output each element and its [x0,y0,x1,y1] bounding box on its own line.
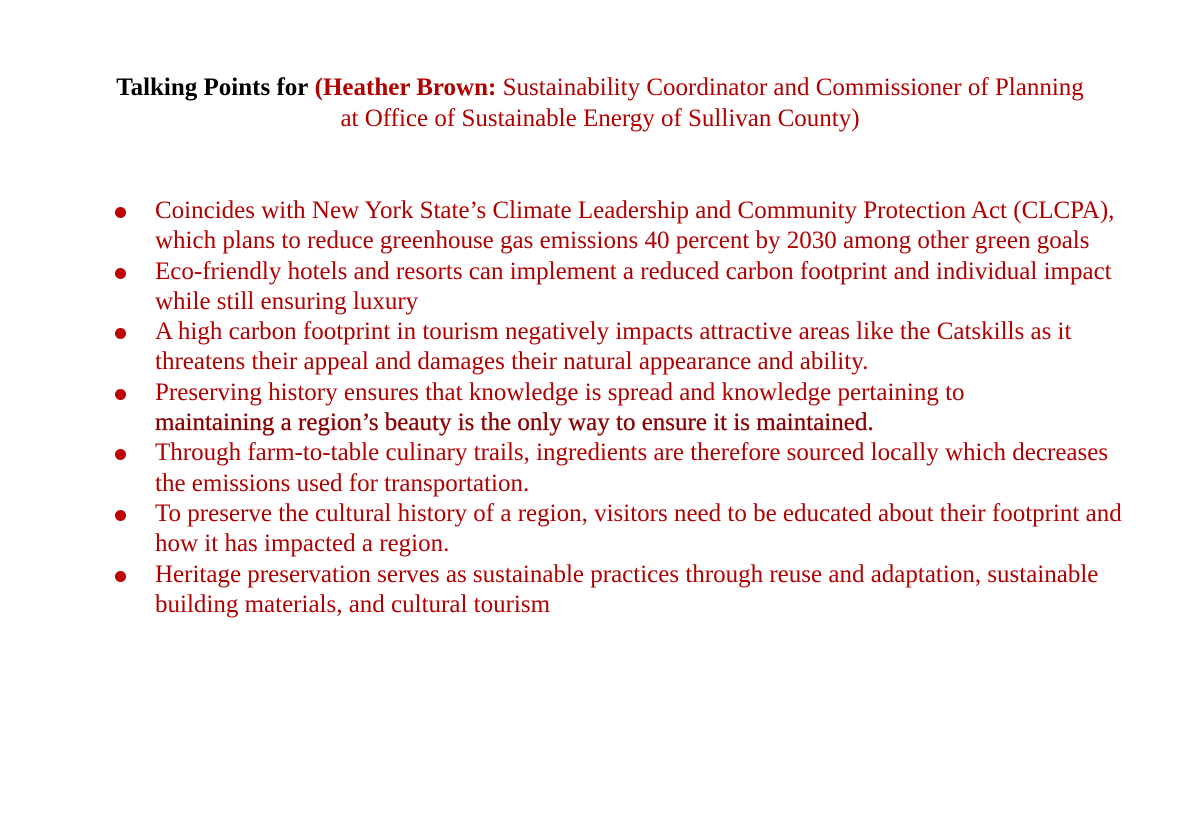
title-prefix: Talking Points for [116,74,309,101]
bullet-icon [115,571,126,582]
list-item-text: Eco-friendly hotels and resorts can implement a reduced carbon footprint and individual impact while still ensuring luxury [155,257,1112,315]
list-item [112,378,1122,439]
bullet-icon [115,449,126,460]
bullet-icon [115,328,126,339]
list-item-text: Heritage preservation serves as sustainable practices through reuse and adaptation, sustainable building materials, and cultural tourism [155,560,1099,618]
bullet-icon [115,207,126,218]
talking-points-list [112,196,1122,620]
list-item-text [155,378,1122,439]
list-item [112,196,1122,257]
list-item [112,257,1122,318]
list-item-text: Coincides with New York State’s Climate Leadership and Community Protection Act (CLCPA), which plans to reduce greenhouse gas emissions 40 percent by 2030 among other green goals [155,197,1115,255]
bullet-icon [115,389,126,400]
list-item [112,317,1122,378]
title-role-line1: Sustainability Coordinator and Commissioner of Planning [502,74,1084,101]
list-item-text: Through farm-to-table culinary trails, ingredients are therefore sourced locally which decreases the emissions used for transportation. [155,439,1109,497]
list-item [112,560,1122,621]
list-item [112,499,1122,560]
title-role-line2: at Office of Sustainable Energy of Sullivan County) [340,105,860,132]
bullet-icon [115,510,126,521]
list-item [112,438,1122,499]
list-item-text-line2: maintaining a region’s beauty is the only way to ensure it is maintained. [155,409,874,437]
page-title [60,72,1140,134]
list-item-text: A high carbon footprint in tourism negatively impacts attractive areas like the Catskills as it threatens their appeal and damages their natural appearance and ability. [155,318,1072,376]
list-item-text: To preserve the cultural history of a region, visitors need to be educated about their footprint and how it has impacted a region. [155,499,1122,558]
list-item-text-line1: Preserving history ensures that knowledge is spread and knowledge pertaining to [155,378,965,406]
title-name: (Heather Brown: [314,74,497,101]
bullet-icon [115,268,126,279]
